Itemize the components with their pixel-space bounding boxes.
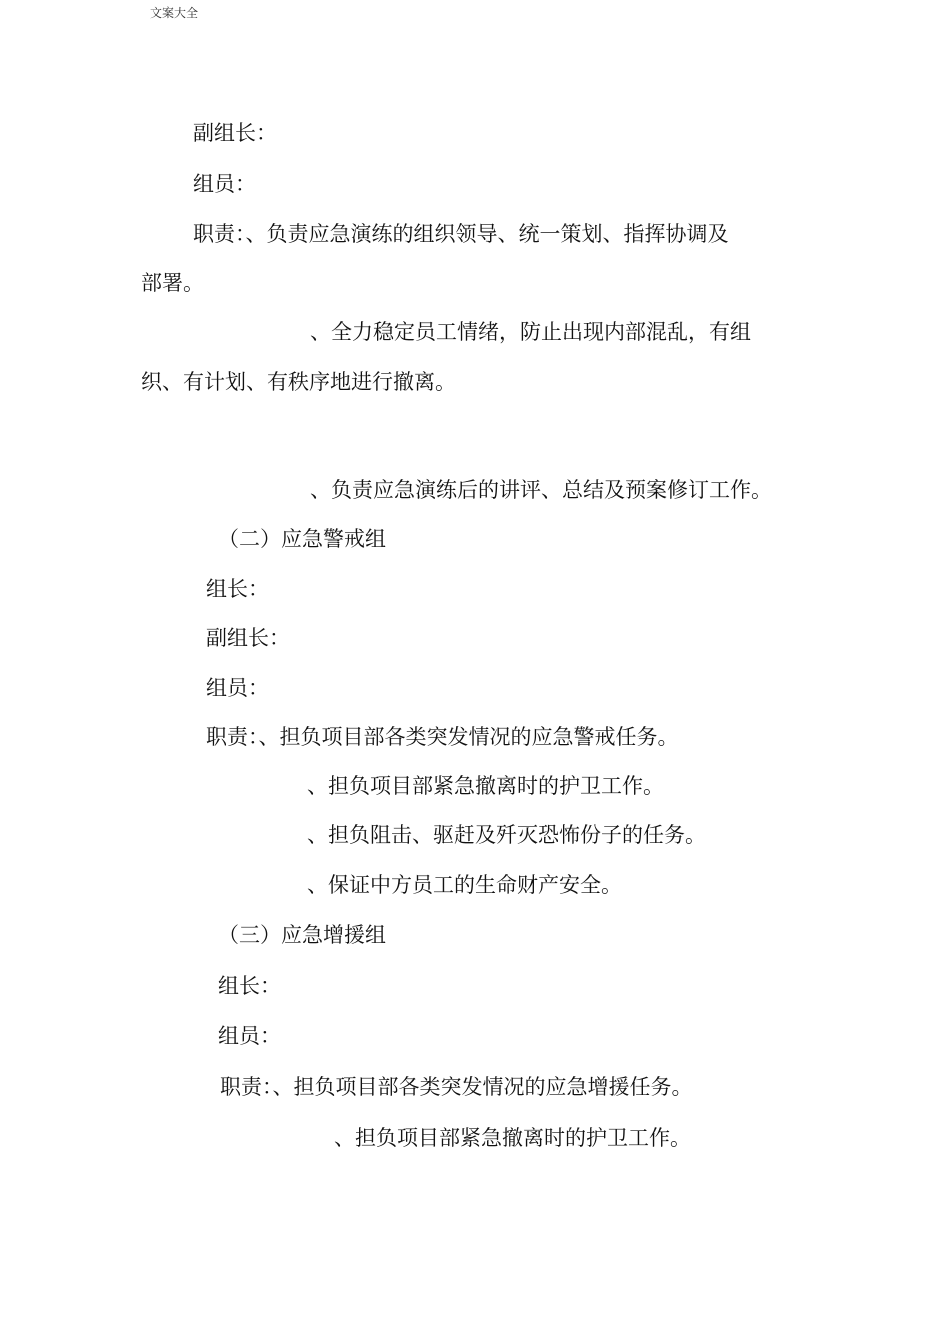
section-heading-reinforcement-group: （三）应急增援组 xyxy=(218,923,386,947)
duty-item-line: 、全力稳定员工情绪，防止出现内部混乱，有组 xyxy=(310,320,751,344)
deputy-leader-line: 副组长： xyxy=(193,121,277,145)
duty-item-line: 、担负阻击、驱赶及歼灭恐怖份子的任务。 xyxy=(307,823,706,847)
deputy-leader-line: 副组长： xyxy=(206,626,290,650)
duty-item-line: 、负责应急演练后的讲评、总结及预案修订工作。 xyxy=(310,478,772,502)
duties-line: 职责：、负责应急演练的组织领导、统一策划、指挥协调及 xyxy=(193,222,729,246)
duties-line: 职责：、担负项目部各类突发情况的应急警戒任务。 xyxy=(206,725,679,749)
duties-line: 职责：、担负项目部各类突发情况的应急增援任务。 xyxy=(220,1075,693,1099)
duty-continuation-line: 织、有计划、有秩序地进行撤离。 xyxy=(141,370,456,394)
duties-continuation-line: 部署。 xyxy=(141,271,204,295)
section-heading-alert-group: （二）应急警戒组 xyxy=(218,527,386,551)
duty-item-line: 、担负项目部紧急撤离时的护卫工作。 xyxy=(334,1126,691,1150)
duty-item-line: 、保证中方员工的生命财产安全。 xyxy=(307,873,622,897)
leader-line: 组长： xyxy=(206,577,269,601)
leader-line: 组长： xyxy=(218,974,281,998)
members-line: 组员： xyxy=(218,1024,281,1048)
members-line: 组员： xyxy=(206,676,269,700)
duty-item-line: 、担负项目部紧急撤离时的护卫工作。 xyxy=(307,774,664,798)
members-line: 组员： xyxy=(193,172,256,196)
page-header: 文案大全 xyxy=(150,6,199,20)
